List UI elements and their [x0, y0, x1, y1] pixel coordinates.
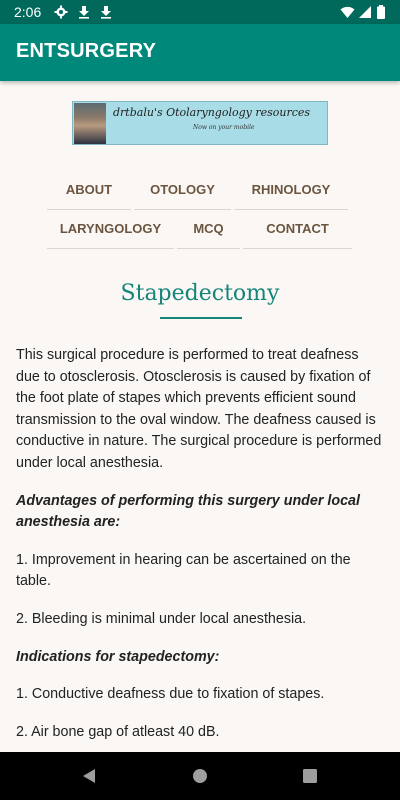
page-content[interactable]	[0, 81, 400, 752]
recents-icon[interactable]	[300, 766, 320, 786]
settings-icon	[54, 5, 68, 19]
app-bar	[0, 24, 400, 81]
battery-icon	[376, 5, 386, 19]
home-icon[interactable]	[190, 766, 210, 786]
back-icon[interactable]	[80, 766, 100, 786]
article-paragraph: 1. Improvement in hearing can be ascertained on the table.	[16, 551, 351, 590]
nav-mcq[interactable]: MCQ	[177, 210, 240, 249]
banner-subtitle: Now on your mobile	[193, 124, 255, 131]
nav-otology[interactable]: OTOLOGY	[134, 171, 231, 210]
nav-about[interactable]: ABOUT	[47, 171, 131, 210]
article-body	[16, 345, 386, 752]
wifi-icon	[340, 5, 355, 19]
banner-title: drtbalu's Otolaryngology resources	[113, 106, 311, 119]
signal-icon	[358, 5, 372, 19]
nav-contact[interactable]: CONTACT	[243, 210, 352, 249]
article-paragraph: 1. Conductive deafness due to fixation of stapes.	[16, 686, 325, 703]
download-icon	[77, 5, 91, 19]
page-title: Stapedectomy	[120, 281, 280, 306]
system-nav-bar	[0, 752, 400, 800]
article-paragraph: 2. Bleeding is minimal under local anesthesia.	[16, 610, 307, 627]
nav-laryngology[interactable]: LARYNGOLOGY	[47, 210, 174, 249]
download-icon	[99, 5, 113, 19]
article-subheading: Advantages of performing this surgery under local anesthesia are:	[16, 492, 360, 531]
nav-rhinology[interactable]: RHINOLOGY	[234, 171, 348, 210]
article-subheading: Indications for stapedectomy:	[16, 648, 220, 665]
article-paragraph: This surgical procedure is performed to treat deafness due to otosclerosis. Otosclerosis is caused by fixation of the foot plate of stapes which prevents efficient sound transmission to the oval window. The deafness caused is conductive in nature. The surgical procedure is performed under local anesthesia.	[16, 347, 382, 471]
author-photo	[74, 103, 106, 144]
status-bar	[0, 0, 400, 24]
status-time: 2:06	[14, 4, 42, 20]
title-underline	[160, 317, 242, 319]
app-title: ENTSURGERY	[16, 40, 157, 62]
article-paragraph: 2. Air bone gap of atleast 40 dB.	[16, 723, 220, 740]
site-banner[interactable]	[72, 101, 328, 145]
